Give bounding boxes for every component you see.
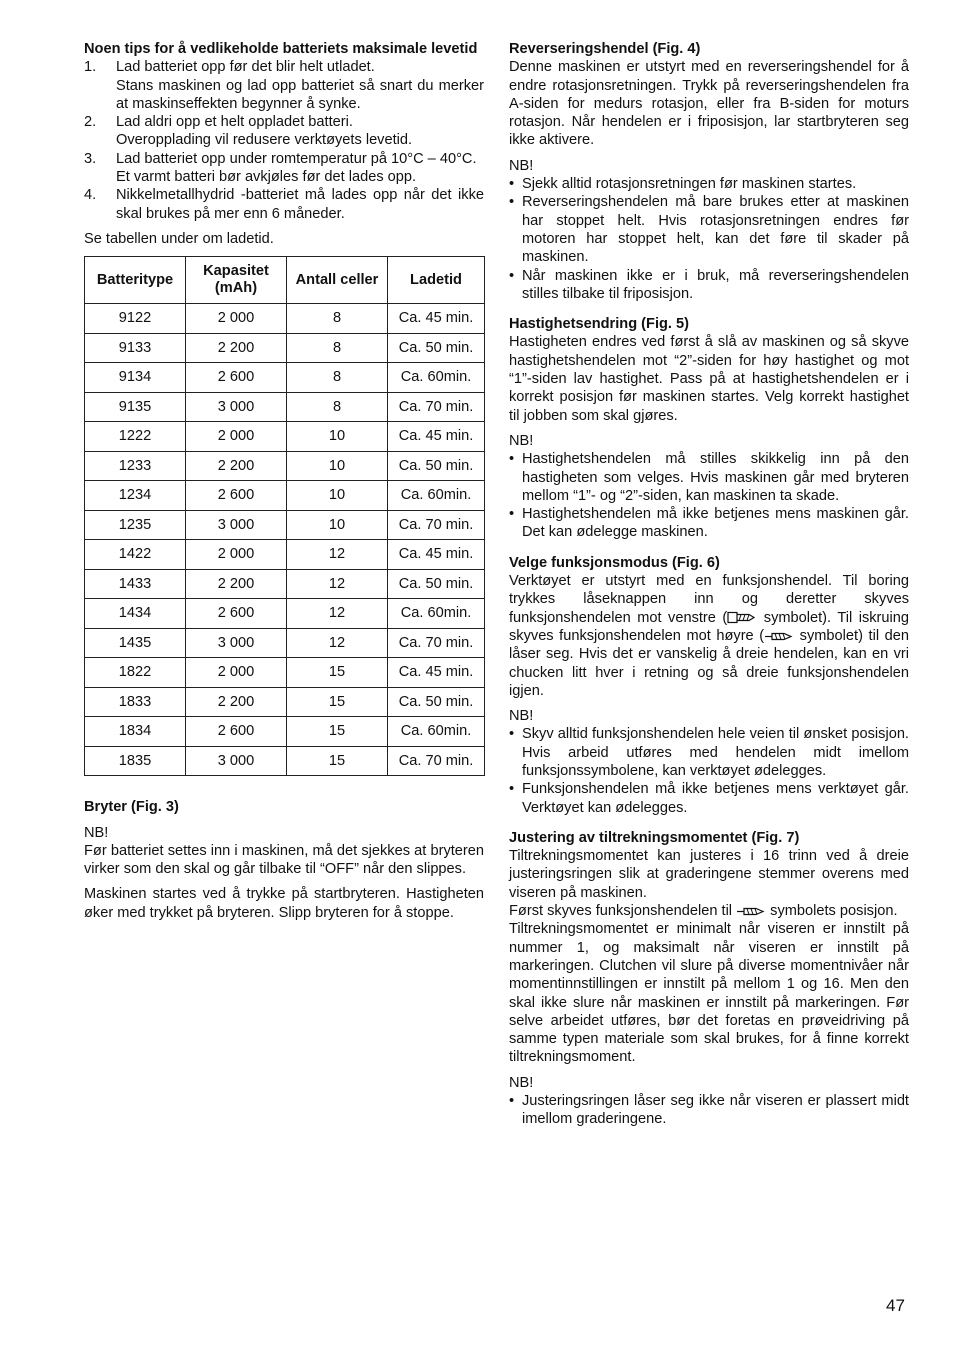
table-cell: 1234 <box>85 481 186 511</box>
table-cell: Ca. 50 min. <box>388 451 485 481</box>
tips-list <box>84 58 484 223</box>
table-cell: 8 <box>287 392 388 422</box>
tip-line: Nikkelmetallhydrid -batteriet må lades opp når det ikke skal brukes på mer enn 6 måneder. <box>116 187 484 222</box>
table-cell: 2 200 <box>186 451 287 481</box>
table-cell: 2 200 <box>186 687 287 717</box>
table-cell: 15 <box>287 687 388 717</box>
table-cell: 12 <box>287 628 388 658</box>
table-row <box>85 717 485 747</box>
reverse-nb: NB! <box>509 157 534 174</box>
table-intro: Se tabellen under om ladetid. <box>84 230 274 247</box>
bullet-item: • Skyv alltid funksjonshendelen hele veien til ønsket posisjon. Hvis arbeid utføres med hendelen midt imellom funksjonssymbolene, kan verktøyet ødelegges. <box>509 726 909 779</box>
switch-paragraph-1: Før batteriet settes inn i maskinen, må det sjekkes at bryteren virker som den skal og går tilbake til “OFF” når den slippes. <box>84 842 484 878</box>
mode-heading: Velge funksjonsmodus (Fig. 6) <box>509 554 720 571</box>
reverse-heading: Reverseringshendel (Fig. 4) <box>509 41 701 57</box>
tip-line: Lad batteriet opp før det blir helt utladet. <box>116 59 375 76</box>
table-cell: Ca. 50 min. <box>388 687 485 717</box>
col-header: Ladetid <box>388 257 485 304</box>
torque-bullets <box>509 1092 909 1129</box>
table-cell: 10 <box>287 422 388 452</box>
speed-heading: Hastighetsendring (Fig. 5) <box>509 316 689 333</box>
col-header: Antall celler <box>287 257 388 304</box>
table-cell: 2 600 <box>186 481 287 511</box>
table-cell: Ca. 70 min. <box>388 628 485 658</box>
table-row <box>85 746 485 776</box>
table-row <box>85 333 485 363</box>
screw-mode-icon <box>764 630 794 643</box>
table-cell: 1222 <box>85 422 186 452</box>
table-cell: Ca. 60min. <box>388 363 485 393</box>
drill-mode-icon <box>727 611 757 624</box>
table-cell: 9135 <box>85 392 186 422</box>
reverse-bullets <box>509 175 909 303</box>
table-cell: Ca. 60min. <box>388 481 485 511</box>
table-cell: 3 000 <box>186 510 287 540</box>
table-cell: 8 <box>287 363 388 393</box>
table-cell: Ca. 50 min. <box>388 569 485 599</box>
table-cell: Ca. 45 min. <box>388 422 485 452</box>
charging-table <box>84 256 485 776</box>
table-row <box>85 658 485 688</box>
bullet-item: • Hastighetshendelen må stilles skikkelig inn på den hastigheten som velges. Hvis maskinen går med bryteren mellom “1”- og “2”-siden, kan maskinen ta skade. <box>509 451 909 504</box>
table-cell: 1835 <box>85 746 186 776</box>
table-cell: 15 <box>287 717 388 747</box>
torque-paragraph-2: Først skyves funksjonshendelen til symbolets posisjon. <box>509 903 898 920</box>
table-row <box>85 363 485 393</box>
left-column <box>84 40 484 922</box>
table-cell: Ca. 45 min. <box>388 304 485 334</box>
table-row <box>85 304 485 334</box>
table-cell: 10 <box>287 451 388 481</box>
tip-line: Lad batteriet opp under romtemperatur på 10°C – 40°C. <box>116 150 477 167</box>
table-cell: 12 <box>287 569 388 599</box>
table-row <box>85 628 485 658</box>
table-cell: 9133 <box>85 333 186 363</box>
table-cell: 15 <box>287 746 388 776</box>
mode-nb: NB! <box>509 708 534 725</box>
speed-paragraph: Hastigheten endres ved først å slå av maskinen og så skyve hastighetshendelen mot “2”-siden for høy hastighet og mot “1”-siden lav hastighet. Pass på at hastighetshendelen er i korrekt posisjon før maskinen startes. Velg korrekt hastighet til jobben som skal gjøres. <box>509 334 909 424</box>
table-row <box>85 569 485 599</box>
table-row <box>85 510 485 540</box>
table-cell: 1435 <box>85 628 186 658</box>
bullet-item: • Når maskinen ikke er i bruk, må reverseringshendelen stilles tilbake til friposisjon. <box>509 267 909 302</box>
table-cell: Ca. 70 min. <box>388 392 485 422</box>
table-cell: 1833 <box>85 687 186 717</box>
table-cell: 9134 <box>85 363 186 393</box>
table-cell: 1433 <box>85 569 186 599</box>
tip-line: Overopplading vil redusere verktøyets levetid. <box>116 132 413 149</box>
table-cell: 3 000 <box>186 392 287 422</box>
table-cell: 2 600 <box>186 717 287 747</box>
mode-bullets <box>509 725 909 816</box>
table-cell: 12 <box>287 540 388 570</box>
table-cell: 2 000 <box>186 540 287 570</box>
bullet-item: • Funksjonshendelen må ikke betjenes mens verktøyet går. Verktøyet kan ødelegges. <box>509 781 909 816</box>
tip-item: 3. Lad batteriet opp under romtemperatur på 10°C – 40°C. Et varmt batteri bør avkjøles før det lades opp. <box>84 150 484 187</box>
table-cell: 1822 <box>85 658 186 688</box>
table-row <box>85 599 485 629</box>
table-cell: 2 000 <box>186 422 287 452</box>
table-cell: 1834 <box>85 717 186 747</box>
speed-nb: NB! <box>509 432 534 449</box>
bullet-item: • Justeringsringen låser seg ikke når viseren er plassert midt imellom graderingene. <box>509 1093 909 1128</box>
table-cell: 2 600 <box>186 599 287 629</box>
table-cell: 2 600 <box>186 363 287 393</box>
reverse-paragraph: Denne maskinen er utstyrt med en reverseringshendel for å endre rotasjonsretningen. Trykk på reverseringshendelen fra A-siden for medurs rotasjon, eller fra B-siden for moturs rotasjon. Når hendelen er i friposisjon, lar startbryteren seg ikke aktivere. <box>509 59 909 149</box>
right-column <box>509 40 909 1129</box>
table-cell: 10 <box>287 481 388 511</box>
torque-paragraph-1: Tiltrekningsmomentet kan justeres i 16 trinn ved å dreie justeringsringen slik at graderingene stemmer overens med viseren på maskinen. <box>509 848 909 901</box>
table-cell: 1235 <box>85 510 186 540</box>
page-number: 47 <box>886 1296 905 1315</box>
bullet-item: • Sjekk alltid rotasjonsretningen før maskinen startes. <box>509 176 857 193</box>
table-cell: Ca. 45 min. <box>388 658 485 688</box>
table-cell: 15 <box>287 658 388 688</box>
tip-item: 2. Lad aldri opp et helt oppladet batteri. Overopplading vil redusere verktøyets levetid. <box>84 113 484 150</box>
table-cell: Ca. 70 min. <box>388 510 485 540</box>
table-cell: 2 000 <box>186 658 287 688</box>
table-row <box>85 422 485 452</box>
table-cell: Ca. 70 min. <box>388 746 485 776</box>
col-header: Batteritype <box>85 257 186 304</box>
tips-heading: Noen tips for å vedlikeholde batteriets maksimale levetid <box>84 41 478 57</box>
table-header-row <box>85 257 485 304</box>
tip-item: 4. Nikkelmetallhydrid -batteriet må lades opp når det ikke skal brukes på mer enn 6 måneder. <box>84 187 484 222</box>
table-cell: 1233 <box>85 451 186 481</box>
torque-heading: Justering av tiltrekningsmomentet (Fig. 7) <box>509 829 800 846</box>
switch-nb: NB! <box>84 824 109 841</box>
table-cell: Ca. 50 min. <box>388 333 485 363</box>
switch-paragraph-2: Maskinen startes ved å trykke på startbryteren. Hastigheten øker med trykket på bryteren. Slipp bryteren for å stoppe. <box>84 886 484 921</box>
table-row <box>85 687 485 717</box>
table-body <box>85 304 485 776</box>
table-cell: 1434 <box>85 599 186 629</box>
tip-line: Stans maskinen og lad opp batteriet så snart du merker at maskinseffekten begynner å synke. <box>116 77 484 112</box>
bullet-item: • Hastighetshendelen må ikke betjenes mens maskinen går. Det kan ødelegge maskinen. <box>509 506 909 541</box>
table-cell: 9122 <box>85 304 186 334</box>
table-cell: Ca. 60min. <box>388 599 485 629</box>
table-cell: Ca. 60min. <box>388 717 485 747</box>
table-cell: 10 <box>287 510 388 540</box>
table-row <box>85 481 485 511</box>
table-cell: 2 200 <box>186 333 287 363</box>
table-cell: 8 <box>287 304 388 334</box>
table-cell: 8 <box>287 333 388 363</box>
tip-line: Lad aldri opp et helt oppladet batteri. <box>116 114 353 131</box>
table-cell: 1422 <box>85 540 186 570</box>
col-header: Kapasitet (mAh) <box>186 257 287 304</box>
tip-line: Et varmt batteri bør avkjøles før det lades opp. <box>116 169 417 186</box>
table-cell: 2 000 <box>186 304 287 334</box>
table-cell: 3 000 <box>186 628 287 658</box>
table-row <box>85 540 485 570</box>
mode-paragraph: Verktøyet er utstyrt med en funksjonshendel. Til boring trykkes låseknappen inn og deretter skyves funksjonshendelen mot venstre ( symbolet). Til iskruing skyves funksjonshendelen mot høyre ( symbolet) til den låser seg. Hvis det er vanskelig å dreie hendelen, kan en vri chucken litt hver i retning og så dreie funksjonshendelen igjen. <box>509 573 909 699</box>
switch-heading: Bryter (Fig. 3) <box>84 799 179 816</box>
table-cell: 3 000 <box>186 746 287 776</box>
bullet-item: • Reverseringshendelen må bare brukes etter at maskinen har stoppet helt. Hvis rotasjonsretningen endres før motoren har stoppet helt, kan det føre til skader på maskinen. <box>509 194 909 266</box>
tip-item: 1. Lad batteriet opp før det blir helt utladet. Stans maskinen og lad opp batteriet så snart du merker at maskinseffekten begynner å synke. <box>84 59 484 112</box>
table-cell: Ca. 45 min. <box>388 540 485 570</box>
screw-mode-icon <box>736 905 766 918</box>
table-cell: 12 <box>287 599 388 629</box>
table-row <box>85 451 485 481</box>
speed-bullets <box>509 450 909 541</box>
table-cell: 2 200 <box>186 569 287 599</box>
torque-nb: NB! <box>509 1074 534 1091</box>
torque-paragraph-3: Tiltrekningsmomentet er minimalt når viseren er innstilt på nummer 1, og maksimalt når viseren er innstilt på markeringen. Clutchen vil slure på diverse momentnivåer når momentinnstillingen er innstilt på mellom 1 og 16. Men den skal ikke slure når maskinen er innstilt på markeringen. Før selve arbeidet utføres, bør det foretas en prøveidriving på samme typen materiale som skal brukes, for å finne korrekt tiltrekningsmoment. <box>509 921 909 1066</box>
table-row <box>85 392 485 422</box>
